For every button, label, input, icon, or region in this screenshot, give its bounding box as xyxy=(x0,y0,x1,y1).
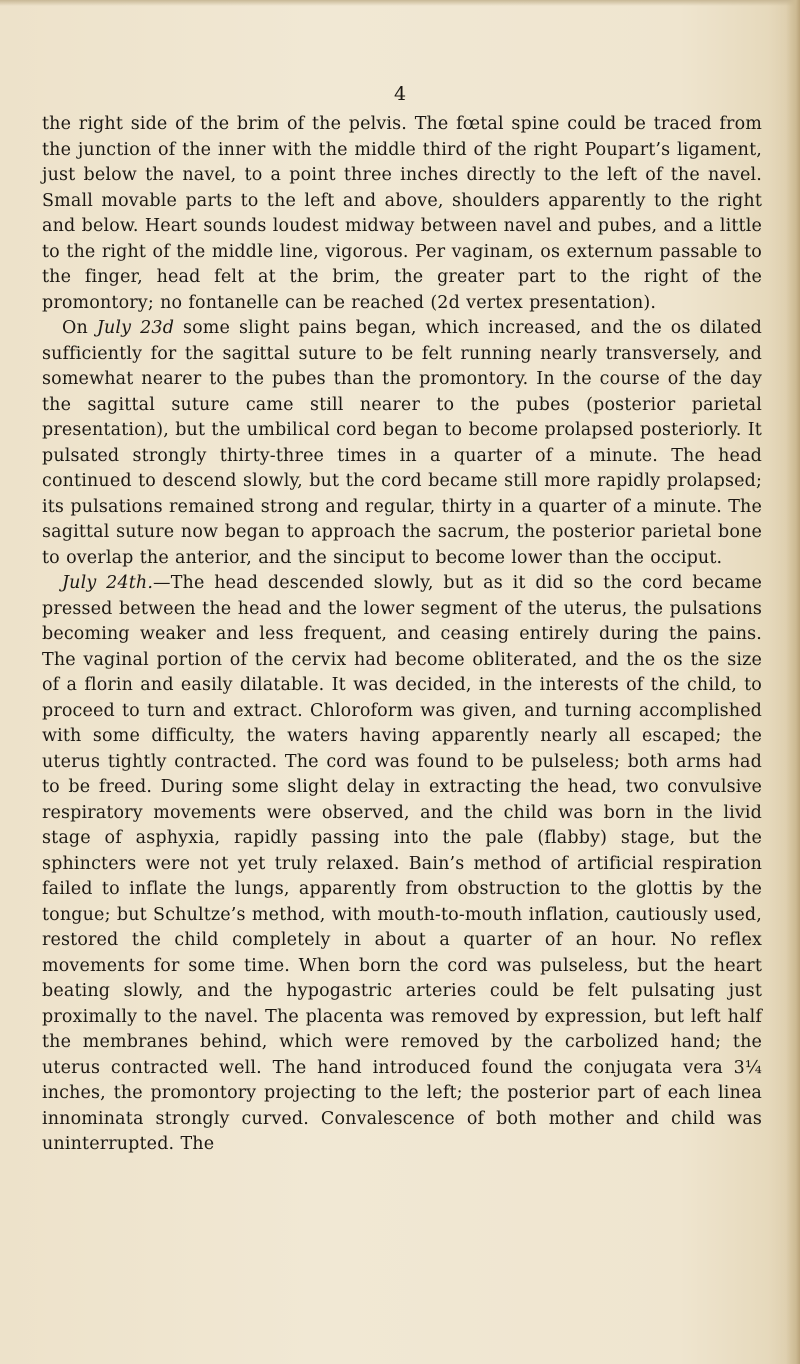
paragraph-2-prefix: On xyxy=(62,318,97,338)
paragraph-1 xyxy=(42,112,762,316)
paragraph-2-text: some slight pains began, which increased, and the os dilated sufficiently for the sagittal suture to be felt running nearly transversely, and somewhat nearer to the pubes than the promontory. In the course of the day the sagittal suture came still nearer to the pubes (posterior parietal presentation), but the umbilical cord began to become prolapsed posteriorly. It pulsated strongly thirty-three times in a quarter of a minute. The head continued to descend slowly, but the cord became still more rapidly prolapsed; its pulsations remained strong and regular, thirty in a quarter of a minute. The sagittal suture now began to approach the sacrum, the posterior parietal bone to overlap the anterior, and the sinciput to become lower than the occiput. xyxy=(42,318,762,568)
body-text xyxy=(42,112,762,1158)
page-right-edge xyxy=(786,0,800,1364)
paragraph-2 xyxy=(42,316,762,571)
paragraph-3-text: —The head descended slowly, but as it did so the cord became pressed between the head and the lower segment of the uterus, the pulsations becoming weaker and less frequent, and ceasing entirely during the pains. The vaginal portion of the cervix had become obliterated, and the os the size of a florin and easily dilatable. It was decided, in the interests of the child, to proceed to turn and extract. Chloroform was given, and turning accomplished with some difficulty, the waters having apparently nearly all escaped; the uterus tightly contracted. The cord was found to be pulseless; both arms had to be freed. During some slight delay in extracting the head, two convulsive respiratory movements were observed, and the child was born in the livid stage of asphyxia, rapidly passing into the pale (flabby) stage, but the sphincters were not yet truly relaxed. Bain’s method of artificial respiration failed to inflate the lungs, apparently from obstruction to the glottis by the tongue; but Schultze’s method, with mouth-to-mouth inflation, cautiously used, restored the child completely in about a quarter of an hour. No reflex movements for some time. When born the cord was pulseless, but the heart beating slowly, and the hypogastric arteries could be felt pulsating just proximally to the navel. The placenta was removed by expression, but left half the membranes behind, which were removed by the carbolized hand; the uterus contracted well. The hand introduced found the conjugata vera 3¼ inches, the promontory projecting to the left; the posterior part of each linea innominata strongly curved. Convalescence of both mother and child was uninterrupted. The xyxy=(42,573,763,1154)
paragraph-3-date: July 24th. xyxy=(62,573,154,593)
paragraph-2-date: July 23d xyxy=(96,318,175,338)
paragraph-1-text: the right side of the brim of the pelvis. The fœtal spine could be traced from the junction of the inner with the middle third of the right Poupart’s ligament, just below the navel, to a point three inches directly to the left of the navel. Small movable parts to the left and above, shoulders apparently to the right and below. Heart sounds loudest midway between navel and pubes, and a little to the right of the middle line, vigorous. Per vaginam, os externum passable to the finger, head felt at the brim, the greater part to the right of the promontory; no fontanelle can be reached (2d vertex presentation). xyxy=(42,114,762,313)
page-top-edge xyxy=(0,0,800,6)
page-number: 4 xyxy=(393,83,407,105)
paragraph-3 xyxy=(42,571,762,1158)
